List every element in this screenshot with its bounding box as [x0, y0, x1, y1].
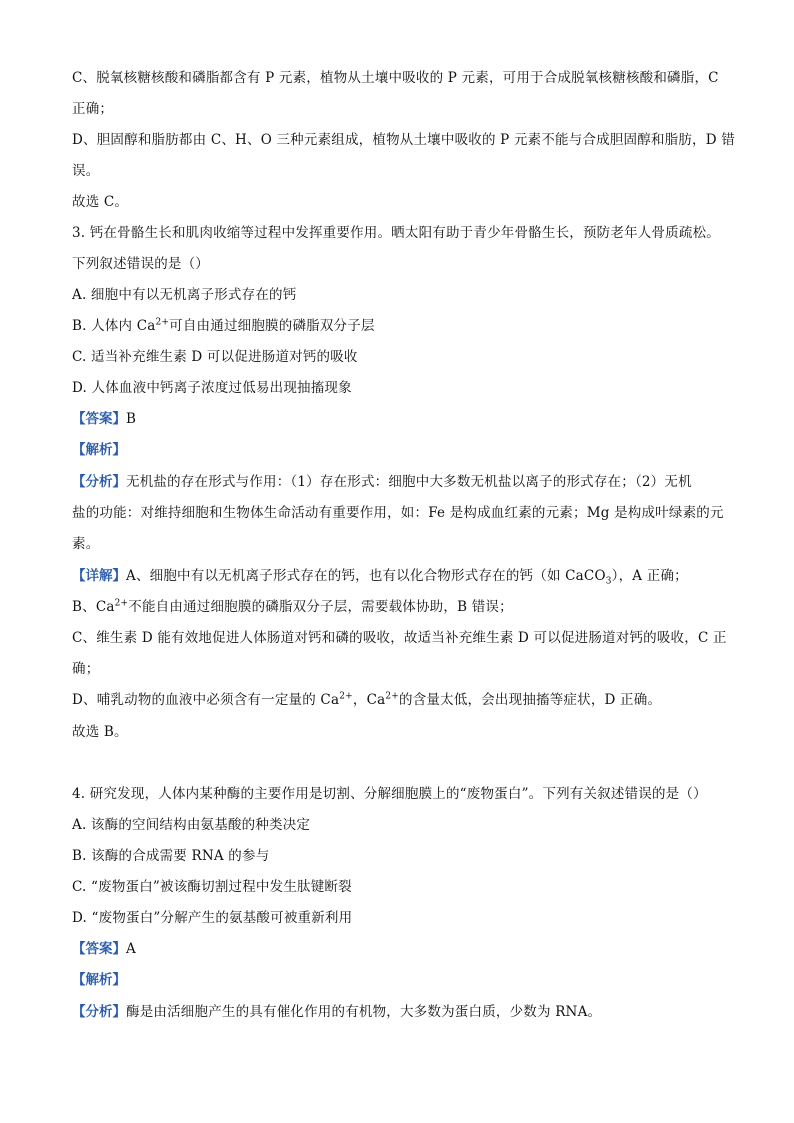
q3-xiangjie-line-c2: 确； [72, 661, 100, 677]
q3-xiangjie-b-superscript: 2+ [114, 598, 129, 609]
q3-xiangjie-a-subscript: 3 [605, 576, 612, 587]
q3-conclusion: 故选 B。 [72, 724, 128, 740]
q3-fenxi-tag: 【分析】 [72, 474, 126, 490]
q4-fenxi-tag: 【分析】 [72, 1004, 126, 1020]
q3-option-a: A. 细胞中有以无机离子形式存在的钙 [72, 287, 297, 303]
q3-option-c: C. 适当补充维生素 D 可以促进肠道对钙的吸收 [72, 349, 358, 365]
q3-xiangjie-line-c1: C、维生素 D 能有效地促进人体肠道对钙和磷的吸收，故适当补充维生素 D 可以促进肠道对钙的吸收，C 正 [72, 630, 727, 646]
q4-option-d: D. “废物蛋白”分解产生的氨基酸可被重新利用 [72, 910, 353, 926]
q2-option-d-explanation-line2: 误。 [72, 163, 100, 179]
q4-analysis-heading [72, 970, 732, 990]
q3-xiangjie-d-superscript1: 2+ [339, 691, 353, 702]
q3-xiangjie-b-post: 不能自由通过细胞膜的磷脂双分子层，需要载体协助，B 错误； [128, 599, 513, 615]
q3-option-b-superscript: 2+ [155, 317, 170, 328]
q3-stem-line1: 3. 钙在骨骼生长和肌肉收缩等过程中发挥重要作用。晒太阳有助于青少年骨骼生长，预防老年人骨质疏松。 [72, 225, 720, 241]
q4-analysis-tag: 【解析】 [72, 972, 126, 988]
q3-xiangjie-d-mid: ，Ca [352, 692, 386, 708]
q4-option-c: C. “废物蛋白”被该酶切割过程中发生肽键断裂 [72, 879, 352, 895]
q2-option-c-explanation-line2: 正确； [72, 101, 114, 117]
q3-stem-line2: 下列叙述错误的是（） [72, 256, 209, 272]
q3-answer-tag: 【答案】 [72, 411, 126, 427]
q3-fenxi-line3: 素。 [72, 536, 100, 552]
q3-xiangjie-tag: 【详解】 [72, 568, 126, 584]
q3-xiangjie-a-post: ），A 正确； [611, 568, 688, 584]
q4-answer [72, 939, 732, 959]
q3-xiangjie-b-pre: B、Ca [72, 599, 115, 615]
q4-fenxi-text: 酶是由活细胞产生的具有催化作用的有机物，大多数为蛋白质，少数为 RNA。 [126, 1004, 602, 1020]
q3-xiangjie-d-post: 的含量太低，会出现抽搐等症状，D 正确。 [399, 692, 662, 708]
q3-xiangjie-line-d [72, 690, 732, 710]
q2-option-d-explanation-line1: D、胆固醇和脂肪都由 C、H、O 三种元素组成，植物从土壤中吸收的 P 元素不能与合成胆固醇和脂肪，D 错 [72, 132, 735, 148]
q3-option-b-pre: B. 人体内 Ca [72, 318, 156, 334]
q3-answer-value: B [126, 411, 137, 427]
q3-option-b-post: 可自由通过细胞膜的磷脂双分子层 [169, 318, 375, 334]
q4-stem: 4. 研究发现，人体内某种酶的主要作用是切割、分解细胞膜上的“废物蛋白”。下列有关叙述错误的是（） [72, 786, 707, 802]
q3-option-b [72, 316, 732, 336]
q3-xiangjie-line-b [72, 597, 732, 617]
q4-option-b: B. 该酶的合成需要 RNA 的参与 [72, 848, 270, 864]
q4-fenxi [72, 1002, 732, 1022]
q4-option-a: A. 该酶的空间结构由氨基酸的种类决定 [72, 817, 311, 833]
q3-fenxi-line2: 盐的功能：对维持细胞和生物体生命活动有重要作用，如：Fe 是构成血红素的元素；Mg 是构成叶绿素的元 [72, 505, 724, 521]
q3-option-d: D. 人体血液中钙离子浓度过低易出现抽搐现象 [72, 380, 352, 396]
q3-fenxi-line1 [72, 472, 732, 492]
q3-xiangjie-d-pre: D、哺乳动物的血液中必须含有一定量的 Ca [72, 692, 340, 708]
q3-fenxi-text1: 无机盐的存在形式与作用：（1）存在形式：细胞中大多数无机盐以离子的形式存在；（2）无机 [126, 474, 692, 490]
q3-xiangjie-a-pre: A、细胞中有以无机离子形式存在的钙，也有以化合物形式存在的钙（如 CaCO [126, 568, 606, 584]
q4-answer-value: A [126, 941, 136, 957]
q2-conclusion: 故选 C。 [72, 194, 129, 210]
q3-analysis-heading [72, 440, 732, 460]
q3-xiangjie-line-a [72, 566, 732, 586]
q3-analysis-tag: 【解析】 [72, 442, 126, 458]
q2-option-c-explanation-line1: C、脱氧核糖核酸和磷脂都含有 P 元素，植物从土壤中吸收的 P 元素，可用于合成脱氧核糖核酸和磷脂，C [72, 70, 719, 86]
q3-xiangjie-d-superscript2: 2+ [385, 691, 400, 702]
q3-answer [72, 409, 732, 429]
q4-answer-tag: 【答案】 [72, 941, 126, 957]
